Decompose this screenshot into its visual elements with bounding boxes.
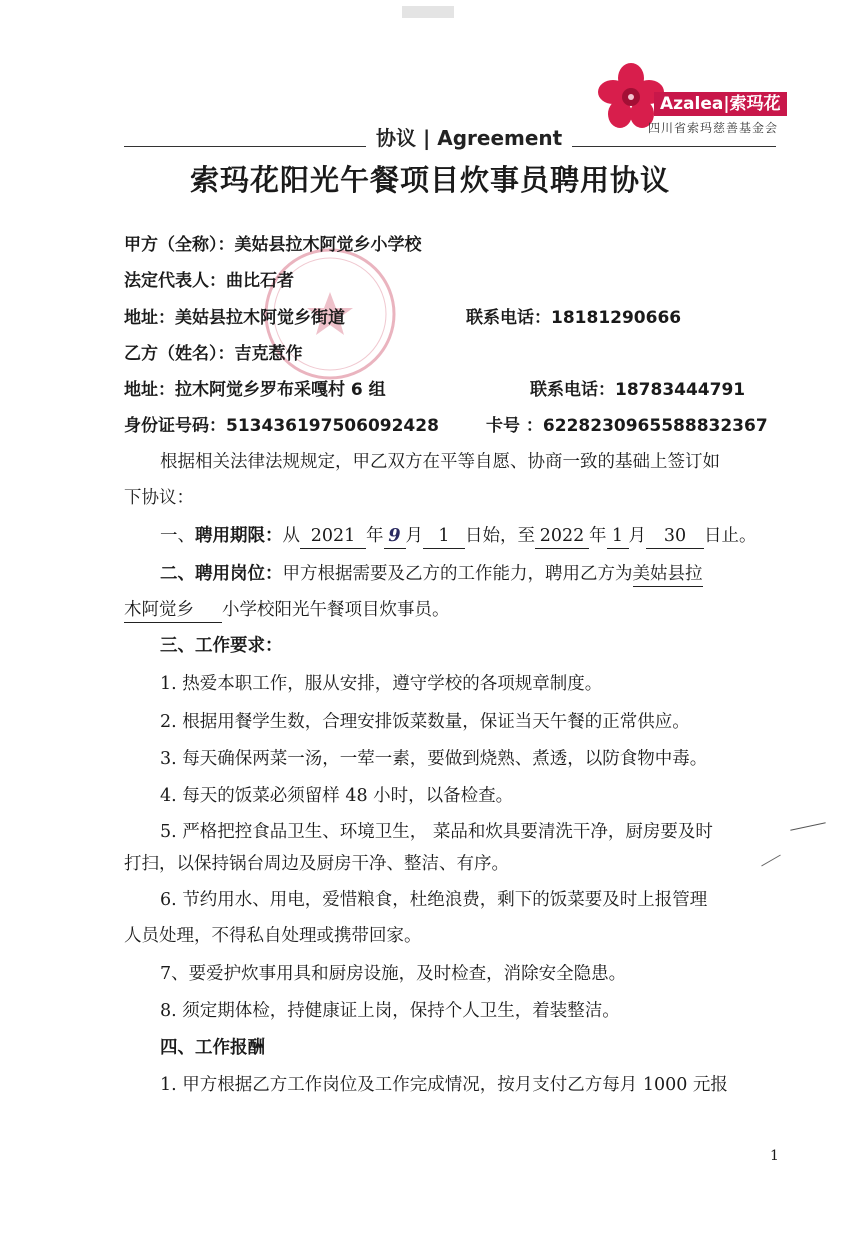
section-requirements-label: 三、工作要求： — [160, 636, 283, 656]
requirement-item: 3. 每天确保两菜一汤，一荤一素，要做到烧熟、煮透，以防食物中毒。 — [160, 749, 708, 769]
party-b-phone: 18783444791 — [615, 380, 746, 400]
party-b-id-row — [124, 413, 439, 439]
party-b-card-label: 卡号 ： — [486, 416, 543, 436]
party-a-phone: 18181290666 — [551, 308, 682, 328]
requirement-item: 8. 须定期体检，持健康证上岗，保持个人卫生，着装整洁。 — [160, 1001, 620, 1021]
requirement-item: 6. 节约用水、用电，爱惜粮食，杜绝浪费，剩下的饭菜要及时上报管理 — [160, 890, 708, 910]
party-b-card-row — [486, 413, 768, 439]
party-a-address-row — [124, 305, 345, 331]
term-start-year: 2021 — [300, 524, 366, 549]
requirement-item: 2. 根据用餐学生数，合理安排饭菜数量，保证当天午餐的正常供应。 — [160, 712, 690, 732]
party-b-id-label: 身份证号码： — [124, 416, 226, 436]
section-term-label: 聘用期限： — [195, 526, 283, 546]
party-b-address: 拉木阿觉乡罗布采嘎村 6 组 — [175, 380, 386, 400]
party-a-address-label: 地址： — [124, 308, 175, 328]
logo-subtitle: 四川省索玛慈善基金会 — [648, 121, 779, 135]
term-end-day: 30 — [646, 524, 704, 549]
section-position-cont — [124, 596, 450, 624]
term-end-month: 1 — [607, 524, 629, 549]
term-end-year: 2022 — [535, 524, 589, 549]
term-day-start: 日始，至 — [465, 526, 535, 546]
intro-line-1: 根据相关法律法规规定，甲乙双方在平等自愿、协商一致的基础上签订如 — [160, 452, 720, 472]
position-text-1: 甲方根据需要及乙方的工作能力，聘用乙方为 — [282, 564, 633, 584]
term-month-word-2: 月 — [628, 526, 646, 546]
pen-stroke — [790, 822, 825, 830]
section-position-label: 二、聘用岗位： — [160, 564, 283, 584]
party-a-name-row — [124, 232, 422, 258]
intro-line-2: 下协议： — [124, 488, 194, 508]
foundation-logo — [596, 62, 792, 142]
term-day-end: 日止。 — [704, 526, 757, 546]
party-b-name-row — [124, 341, 303, 367]
party-a-name: 美姑县拉木阿觉乡小学校 — [234, 235, 422, 255]
logo-name: Azalea|索玛花 — [654, 92, 787, 116]
party-a-address: 美姑县拉木阿觉乡街道 — [175, 308, 345, 328]
term-start-month: 9 — [384, 524, 406, 549]
section-term-prefix: 一、 — [160, 526, 195, 546]
requirement-item-cont: 打扫，以保持锅台周边及厨房干净、整洁、有序。 — [124, 854, 509, 874]
party-b-name: 吉克惹作 — [234, 344, 303, 364]
party-a-rep-label: 法定代表人： — [124, 271, 226, 291]
party-b-card: 6228230965588832367 — [542, 416, 768, 436]
requirement-item: 5. 严格把控食品卫生、环境卫生， 菜品和炊具要清洗干净，厨房要及时 — [160, 822, 713, 842]
term-start-day: 1 — [423, 524, 465, 549]
party-a-phone-label: 联系电话： — [466, 308, 551, 328]
section-position — [160, 560, 703, 588]
term-year-word-2: 年 — [589, 526, 607, 546]
pay-item: 1. 甲方根据乙方工作岗位及工作完成情况，按月支付乙方每月 1000 元报 — [160, 1075, 728, 1095]
requirement-item-cont: 人员处理，不得私自处理或携带回家。 — [124, 926, 422, 946]
term-month-word: 月 — [405, 526, 423, 546]
position-school-2: 木阿觉乡 — [124, 598, 222, 623]
section-term — [160, 522, 757, 550]
document-title: 索玛花阳光午餐项目炊事员聘用协议 — [189, 163, 670, 197]
party-a-phone-row — [466, 305, 681, 331]
party-b-address-row — [124, 377, 386, 403]
position-text-2: 小学校阳光午餐项目炊事员。 — [222, 600, 450, 620]
term-year-word: 年 — [366, 526, 384, 546]
party-b-phone-row — [530, 377, 745, 403]
term-from: 从 — [282, 526, 300, 546]
party-b-name-label: 乙方（姓名）： — [124, 344, 235, 364]
requirement-item: 4. 每天的饭菜必须留样 48 小时，以备检查。 — [160, 786, 514, 806]
header-label: 协议 | Agreement — [366, 124, 572, 152]
party-b-phone-label: 联系电话： — [530, 380, 615, 400]
party-a-rep: 曲比石者 — [226, 271, 294, 291]
party-b-address-label: 地址： — [124, 380, 175, 400]
page-number: 1 — [770, 1148, 779, 1164]
scan-mark — [402, 6, 454, 18]
section-pay-label: 四、工作报酬 — [160, 1038, 265, 1058]
requirement-item: 1. 热爱本职工作，服从安排，遵守学校的各项规章制度。 — [160, 674, 603, 694]
party-a-name-label: 甲方（全称）： — [124, 235, 235, 255]
party-b-id: 513436197506092428 — [226, 416, 439, 436]
requirement-item: 7、要爱护炊事用具和厨房设施，及时检查，消除安全隐患。 — [160, 964, 627, 984]
party-a-rep-row — [124, 268, 294, 294]
pen-stroke — [761, 855, 781, 867]
position-school-1: 美姑县拉 — [633, 562, 703, 587]
